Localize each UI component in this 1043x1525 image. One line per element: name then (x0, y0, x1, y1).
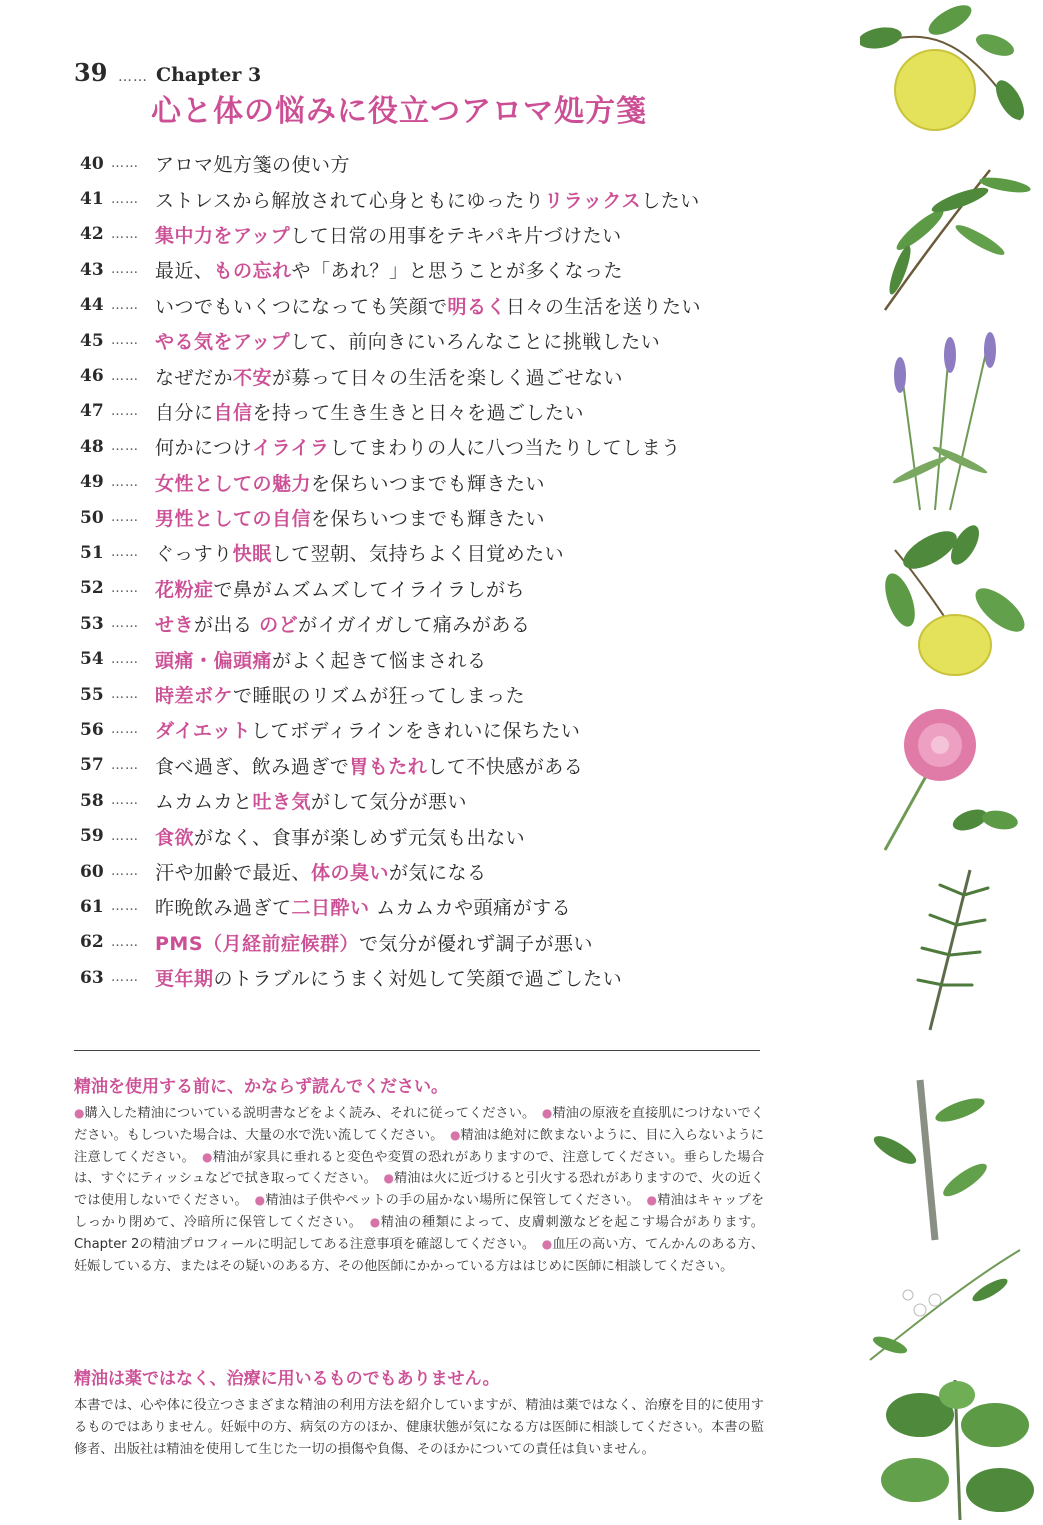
toc-entry-text (155, 186, 700, 213)
toc-page-number: 62 (80, 932, 104, 953)
lemon-illustration (879, 521, 1031, 675)
toc-entry-text (155, 823, 525, 850)
toc-page-number: 47 (80, 401, 104, 422)
toc-row (80, 146, 760, 181)
toc-leader-dots: …… (111, 934, 139, 950)
toc-highlight-text: 時差ボケ (155, 685, 234, 708)
toc-highlight-text: 吐き気 (252, 791, 312, 814)
toc-row (80, 677, 760, 712)
toc-plain-text: して翌朝、気持ちよく目覚めたい (271, 543, 565, 566)
toc-row (80, 712, 760, 747)
toc-entry-text (155, 858, 487, 885)
toc-page-number: 44 (80, 295, 104, 316)
toc-leader-dots: …… (111, 722, 139, 738)
citrus-illustration (860, 0, 1030, 130)
toc-leader-dots: …… (111, 899, 139, 915)
toc-entry-text (155, 610, 530, 637)
toc-row (80, 181, 760, 216)
botanical-illustrations (860, 0, 1043, 1525)
toc-highlight-text: 体の臭い (311, 862, 390, 884)
toc-highlight-text: 花粉症 (155, 578, 214, 601)
toc-page-number: 49 (80, 472, 104, 493)
toc-page-number: 48 (80, 436, 104, 457)
toc-plain-text: 日々の生活を送りたい (506, 295, 702, 318)
toc-plain-text: ぐっすり (155, 543, 233, 566)
branch-leaves-illustration (885, 170, 1032, 310)
toc-highlight-text: もの忘れ (213, 260, 292, 283)
toc-plain-text: のトラブルにうまく対処して笑顔で過ごしたい (213, 968, 623, 991)
toc-page-number: 55 (80, 684, 104, 705)
toc-highlight-text: 胃もたれ (349, 755, 428, 778)
leafy-stem-illustration (870, 1080, 991, 1240)
toc-highlight-text: せき (155, 614, 195, 637)
toc-leader-dots: …… (111, 864, 139, 879)
toc-plain-text: 汗や加齢で最近、 (155, 862, 312, 884)
toc-highlight-text: 二日酔い (291, 897, 370, 920)
toc-plain-text: ムカムカと (155, 791, 253, 814)
toc-row (80, 818, 760, 853)
toc-page-number: 61 (80, 896, 104, 917)
toc-row (80, 323, 760, 358)
toc-highlight-text: 更年期 (155, 968, 214, 991)
toc-page-number: 41 (80, 189, 104, 210)
toc-row (80, 960, 760, 995)
toc-page-number: 54 (80, 649, 104, 670)
toc-plain-text: がよく起きて悩まされる (272, 649, 487, 672)
toc-highlight-text: 明るく (447, 295, 507, 318)
toc-leader-dots: …… (111, 368, 139, 384)
toc-entry-text (155, 646, 487, 673)
toc-entry-text (155, 681, 525, 708)
toc-highlight-text: 集中力をアップ (155, 224, 291, 247)
toc-highlight-text: 不安 (233, 366, 273, 389)
toc-row (80, 217, 760, 252)
toc-highlight-text: PMS（月経前症候群） (155, 932, 360, 955)
toc-plain-text: や「あれ？」と思うことが多くなった (291, 260, 624, 283)
toc-plain-text: で鼻がムズムズしてイライラしがち (213, 578, 525, 601)
toc-plain-text: で気分が優れず調子が悪い (359, 932, 594, 955)
bullet-icon: ● (74, 1106, 85, 1120)
toc-row (80, 358, 760, 393)
toc-page-number: 63 (80, 967, 104, 988)
toc-entry-text (155, 398, 584, 425)
toc-leader-dots: …… (111, 226, 139, 242)
toc-leader-dots: …… (111, 510, 139, 526)
toc-plain-text: してボディラインをきれいに保ちたい (250, 720, 581, 743)
toc-entry-text (155, 929, 593, 956)
bullet-icon: ● (202, 1149, 213, 1164)
toc-entry-text (155, 150, 350, 177)
toc-row (80, 783, 760, 818)
toc-plain-text: が募って日々の生活を楽しく過ごせない (272, 366, 624, 389)
toc-highlight-text: リラックス (544, 189, 642, 212)
toc-plain-text: を保ちいつまでも輝きたい (311, 472, 546, 495)
toc-highlight-text: ダイエット (155, 720, 251, 743)
bullet-icon: ● (254, 1193, 266, 1208)
toc-plain-text: してまわりの人に八つ当たりしてしまう (329, 437, 681, 460)
section-divider (74, 1050, 760, 1051)
notice-not-medicine-body: 本書では、心や体に役立つさまざまな精油の利用方法を紹介していますが、精油は薬ではなく、治療を目的に使用するものではありません。妊娠中の方、病気の方のほか、健康状態が気になる方は医師に相談してください。本書の監修者、出版社は精油を使用して生じた一切の損傷や負傷、そのほかについての責任は負いません。 (74, 1398, 764, 1457)
toc-entry-text (155, 363, 623, 390)
toc-highlight-text: 男性としての自信 (155, 508, 312, 531)
toc-row (80, 500, 760, 535)
toc-plain-text: が出る (194, 614, 260, 637)
toc-entry-text (155, 575, 525, 602)
toc-row (80, 252, 760, 287)
toc-plain-text: アロマ処方箋の使い方 (155, 154, 351, 177)
toc-entry-text (155, 716, 580, 743)
notice-item: 血圧の高い方、てんかんのある方、妊娠している方、またはその疑いのある方、その他医師にかかっている方ははじめに医師に相談してください。 (74, 1236, 765, 1274)
toc-plain-text: ストレスから解放されて心身ともにゆったり (155, 189, 545, 212)
notice-item: 精油が家具に垂れると変色や変質の恐れがありますので、注意してください。垂らした場合は、すぐにティッシュなどで拭き取ってください。 (74, 1149, 765, 1187)
toc-plain-text: が気になる (389, 862, 487, 884)
bullet-icon: ● (541, 1106, 553, 1120)
notice-not-medicine (74, 1364, 764, 1460)
toc-plain-text: いつでもいくつになっても笑顔で (155, 295, 448, 318)
chapter-title: 心と体の悩みに役立つアロマ処方箋 (151, 94, 647, 129)
toc-highlight-text: やる気をアップ (155, 331, 291, 354)
toc-page-number: 52 (80, 578, 104, 599)
toc-leader-dots: …… (111, 191, 139, 207)
chapter-label: Chapter 3 (156, 64, 262, 86)
toc-page-number: 60 (80, 861, 104, 882)
toc-page-number: 40 (80, 153, 104, 174)
toc-entry-text (155, 256, 623, 283)
notice-before-use-title: 精油を使用する前に、かならず読んでください。 (74, 1077, 448, 1097)
toc-leader-dots: …… (111, 970, 139, 986)
toc-page-number: 50 (80, 507, 104, 528)
toc-page-number: 42 (80, 224, 104, 245)
toc-page-number: 59 (80, 826, 104, 847)
toc-highlight-text: のど (259, 614, 299, 637)
chapter-leader-dots: …… (118, 69, 148, 85)
toc-entry-text (155, 433, 681, 460)
toc-row (80, 465, 760, 500)
toc-leader-dots: …… (111, 651, 139, 667)
bullet-icon: ● (646, 1193, 658, 1208)
toc-leader-dots: …… (111, 474, 139, 490)
notice-item: 精油の原液を直接肌につけないでください。もしついた場合は、大量の水で洗い流してください。 (74, 1106, 764, 1143)
toc-page-number: 46 (80, 366, 104, 387)
notice-not-medicine-title: 精油は薬ではなく、治療に用いるものでもありません。 (74, 1369, 500, 1389)
toc-list (80, 146, 760, 995)
toc-highlight-text: 頭痛・偏頭痛 (155, 649, 273, 672)
toc-entry-text (155, 539, 564, 566)
jasmine-illustration (870, 1250, 1020, 1360)
toc-highlight-text: 快眠 (232, 543, 272, 566)
toc-leader-dots: …… (111, 545, 139, 561)
bullet-icon: ● (369, 1214, 381, 1229)
toc-entry-text (155, 327, 660, 354)
toc-plain-text: を持って生き生きと日々を過ごしたい (252, 401, 585, 424)
toc-plain-text: して日常の用事をテキパキ片づけたい (290, 224, 622, 247)
toc-plain-text: で睡眠のリズムが狂ってしまった (233, 685, 526, 708)
toc-entry-text (155, 787, 467, 814)
notice-item: 精油の種類によって、皮膚刺激などを起こす場合があります。Chapter 2の精油プロフィールに明記してある注意事項を確認してください。 (74, 1214, 764, 1252)
toc-plain-text: して不快感がある (427, 755, 584, 778)
toc-entry-text (155, 469, 545, 496)
toc-highlight-text: イライラ (252, 437, 330, 460)
notice-before-use-body (74, 1103, 764, 1277)
rosemary-illustration (918, 870, 988, 1030)
toc-page-number: 58 (80, 790, 104, 811)
toc-plain-text: なぜだか (155, 366, 234, 389)
toc-leader-dots: …… (111, 333, 139, 349)
notice-item: 精油はキャップをしっかり閉めて、冷暗所に保管してください。 (74, 1193, 765, 1230)
mint-illustration (881, 1380, 1034, 1520)
bullet-icon: ● (383, 1171, 395, 1186)
notice-before-use (74, 1072, 764, 1277)
toc-page-number: 43 (80, 259, 104, 280)
toc-plain-text: して、前向きにいろんなことに挑戦したい (290, 331, 661, 354)
toc-row (80, 429, 760, 464)
toc-leader-dots: …… (111, 828, 139, 844)
toc-leader-dots: …… (111, 156, 139, 172)
toc-leader-dots: …… (111, 580, 139, 596)
toc-row (80, 571, 760, 606)
toc-plain-text: がして気分が悪い (311, 791, 468, 814)
toc-row (80, 394, 760, 429)
toc-highlight-text: 女性としての魅力 (155, 472, 312, 495)
bullet-icon: ● (541, 1236, 553, 1251)
toc-plain-text: がイガイガして痛みがある (298, 614, 531, 637)
toc-page-number: 57 (80, 755, 104, 776)
toc-page-number: 53 (80, 613, 104, 634)
toc-highlight-text: 自信 (213, 401, 253, 424)
toc-plain-text: 昨晩飲み過ぎて (155, 897, 292, 920)
toc-row (80, 606, 760, 641)
toc-page-number: 56 (80, 719, 104, 740)
toc-entry-text (155, 752, 583, 779)
toc-leader-dots: …… (111, 297, 139, 313)
toc-entry-text (155, 504, 545, 531)
toc-plain-text: を保ちいつまでも輝きたい (311, 508, 546, 531)
toc-entry-text (155, 221, 622, 248)
chapter-page-number: 39 (74, 58, 108, 87)
toc-row (80, 535, 760, 570)
toc-row (80, 641, 760, 676)
rose-illustration (885, 709, 1019, 850)
toc-entry-text (155, 893, 571, 920)
toc-plain-text: 食べ過ぎ、飲み過ぎで (155, 755, 350, 778)
toc-leader-dots: …… (111, 439, 139, 455)
toc-entry-text (155, 292, 701, 319)
notice-item: 精油は火に近づけると引火する恐れがありますので、火の近くでは使用しないでください。 (74, 1171, 765, 1209)
toc-plain-text: 何かにつけ (155, 437, 253, 460)
toc-page-number: 51 (80, 542, 104, 563)
toc-entry-text (155, 964, 622, 991)
toc-row (80, 925, 760, 960)
chapter-line (74, 58, 261, 87)
toc-leader-dots: …… (111, 793, 139, 809)
bullet-icon: ● (450, 1127, 461, 1142)
chapter-header (74, 58, 647, 129)
toc-plain-text: 最近、 (155, 260, 214, 283)
toc-row (80, 854, 760, 889)
toc-row (80, 748, 760, 783)
toc-highlight-text: 食欲 (155, 826, 195, 849)
lavender-illustration (891, 332, 996, 510)
toc-page-number: 45 (80, 330, 104, 351)
notice-item: 精油は絶対に飲まないように、目に入らないように注意してください。 (74, 1127, 764, 1165)
toc-plain-text: したい (641, 189, 700, 212)
toc-leader-dots: …… (111, 616, 139, 632)
toc-leader-dots: …… (111, 687, 139, 703)
toc-row (80, 288, 760, 323)
toc-leader-dots: …… (111, 262, 139, 278)
toc-leader-dots: …… (111, 403, 139, 419)
notice-item: 購入した精油についている説明書などをよく読み、それに従ってください。 (84, 1106, 529, 1121)
toc-plain-text: ムカムカや頭痛がする (369, 897, 572, 920)
toc-plain-text: がなく、食事が楽しめず元気も出ない (194, 826, 526, 849)
notice-item: 精油は子供やペットの手の届かない場所に保管してください。 (265, 1193, 634, 1209)
toc-row (80, 889, 760, 924)
toc-leader-dots: …… (111, 757, 139, 773)
toc-plain-text: 自分に (155, 401, 214, 424)
